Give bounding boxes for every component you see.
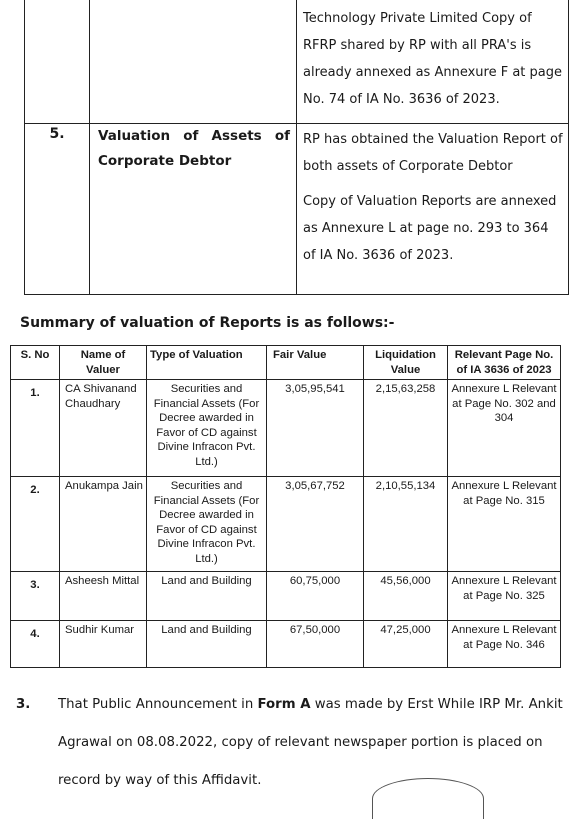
col-header-sno: S. No xyxy=(11,346,60,380)
cell-liquidation-value: 2,10,55,134 xyxy=(364,477,448,572)
cell-valuer: Asheesh Mittal xyxy=(60,572,147,621)
cell-type: Land and Building xyxy=(147,572,267,621)
col-header-relevant-page: Relevant Page No. of IA 3636 of 2023 xyxy=(448,346,561,380)
subject-word: of xyxy=(183,128,199,144)
subject-word: Assets xyxy=(211,128,262,144)
content-paragraph: Copy of Valuation Reports are annexed as Annexure L at page no. 293 to 364 of IA No. 3636 of 2023. xyxy=(303,194,557,263)
cell-fair-value: 67,50,000 xyxy=(267,621,364,668)
cell-valuer: Sudhir Kumar xyxy=(60,621,147,668)
cell-liquidation-value: 47,25,000 xyxy=(364,621,448,668)
cell-relevant-page: Annexure L Relevant at Page No. 315 xyxy=(448,477,561,572)
cell-valuer: CA Shivanand Chaudhary xyxy=(60,380,147,477)
summary-heading: Summary of valuation of Reports is as follows:- xyxy=(20,315,395,331)
cell-relevant-page: Annexure L Relevant at Page No. 325 xyxy=(448,572,561,621)
table-row xyxy=(25,0,569,124)
content-cell xyxy=(297,0,569,124)
subject-cell xyxy=(90,0,297,124)
subject-word: Valuation xyxy=(98,128,171,144)
table-row xyxy=(25,124,569,295)
cell-relevant-page: Annexure L Relevant at Page No. 346 xyxy=(448,621,561,668)
cell-fair-value: 60,75,000 xyxy=(267,572,364,621)
subject-word: of xyxy=(274,128,290,144)
cell-type: Land and Building xyxy=(147,621,267,668)
index-table xyxy=(24,0,569,295)
cell-liquidation-value: 2,15,63,258 xyxy=(364,380,448,477)
paragraph-text-part: That Public Announcement in xyxy=(58,697,258,712)
content-cell xyxy=(297,124,569,295)
cell-type: Securities and Financial Assets (For Decree awarded in Favor of CD against Divine Infracon Pvt. Ltd.) xyxy=(147,380,267,477)
paragraph-text-part: was made by Erst While IRP Mr. Ankit Agrawal on 08.08.2022, copy of relevant newspaper portion is placed on record by way of this Affidavit. xyxy=(58,697,563,788)
cell-valuer: Anukampa Jain xyxy=(60,477,147,572)
cell-type: Securities and Financial Assets (For Decree awarded in Favor of CD against Divine Infracon Pvt. Ltd.) xyxy=(147,477,267,572)
stamp-seal xyxy=(372,778,484,819)
row-subject xyxy=(90,124,297,295)
subject-line: Corporate Debtor xyxy=(98,153,232,169)
col-header-fair-value: Fair Value xyxy=(267,346,364,380)
col-header-type: Type of Valuation xyxy=(147,346,267,380)
table-row xyxy=(11,621,561,668)
valuation-table xyxy=(10,345,561,668)
col-header-liquidation-value: Liquidation Value xyxy=(364,346,448,380)
table-row xyxy=(11,572,561,621)
paragraph-text xyxy=(58,686,564,800)
cell-liquidation-value: 45,56,000 xyxy=(364,572,448,621)
cell-sno: 3. xyxy=(11,572,60,621)
cell-sno: 4. xyxy=(11,621,60,668)
paragraph-3 xyxy=(16,686,564,800)
table-row xyxy=(11,380,561,477)
cell-sno: 1. xyxy=(11,380,60,477)
sno-cell xyxy=(25,0,90,124)
table-row xyxy=(11,477,561,572)
cell-relevant-page: Annexure L Relevant at Page No. 302 and 304 xyxy=(448,380,561,477)
cell-sno: 2. xyxy=(11,477,60,572)
cell-fair-value: 3,05,67,752 xyxy=(267,477,364,572)
cell-fair-value: 3,05,95,541 xyxy=(267,380,364,477)
content-paragraph: RP has obtained the Valuation Report of both assets of Corporate Debtor xyxy=(303,132,563,174)
row-number: 5. xyxy=(25,124,90,295)
form-a-bold: Form A xyxy=(257,697,311,712)
col-header-name: Name of Valuer xyxy=(60,346,147,380)
table-header-row xyxy=(11,346,561,380)
continuation-text: Technology Private Limited Copy of RFRP shared by RP with all PRA's is already annexed as Annexure F at page No. 74 of IA No. 3636 of 2023. xyxy=(303,11,562,107)
paragraph-number: 3. xyxy=(16,697,31,712)
